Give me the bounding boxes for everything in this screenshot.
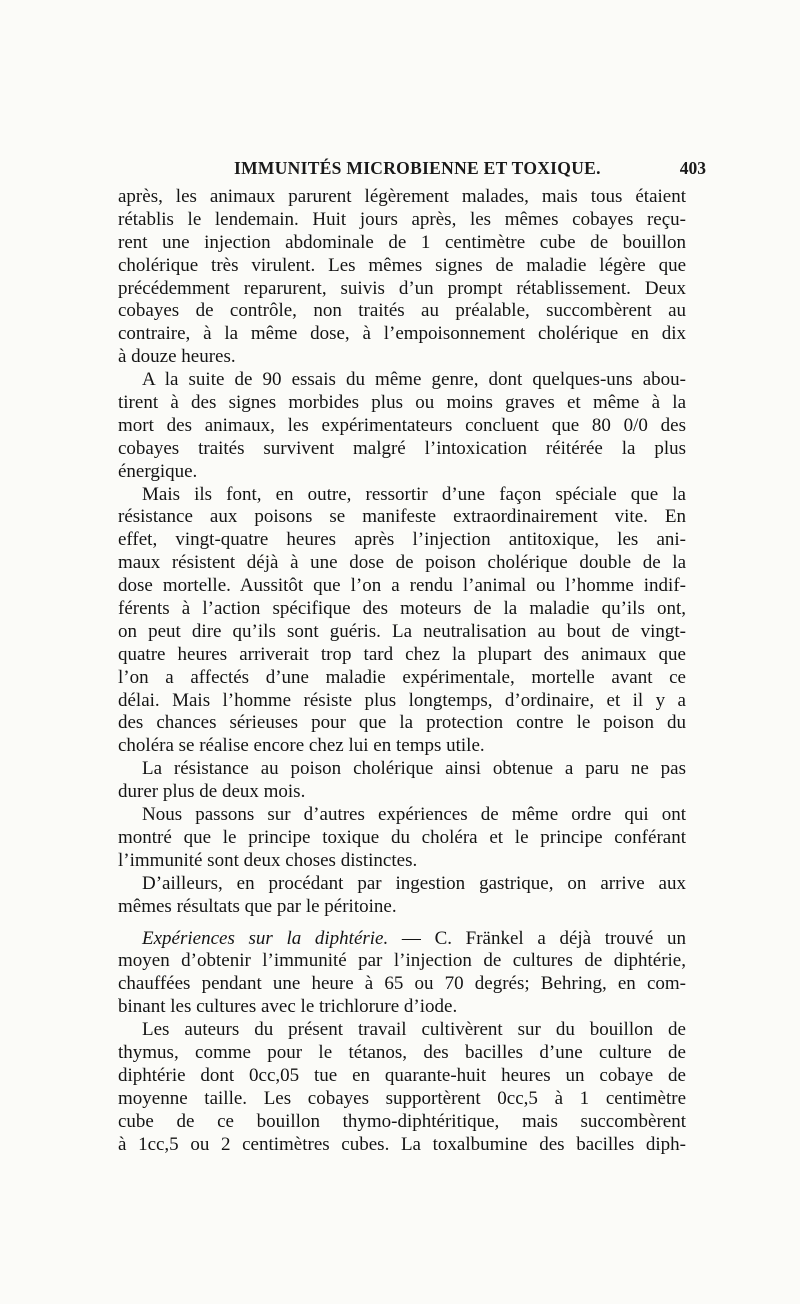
text-line: chauffées pendant une heure à 65 ou 70 degrés; Behring, en com- (118, 973, 686, 995)
text-line: Nous passons sur d’autres expériences de même ordre qui ont (142, 804, 686, 826)
text-line: durer plus de deux mois. (118, 781, 306, 803)
text-line: Les auteurs du présent travail cultivèrent sur du bouillon de (142, 1019, 686, 1041)
text-line: cobayes traités survivent malgré l’intoxication réitérée la plus (118, 437, 686, 459)
text-line: à douze heures. (118, 346, 236, 368)
text-line: moyen d’obtenir l’immunité par l’injection de cultures de diphtérie, (118, 950, 686, 972)
section-heading-line: Expériences sur la diphtérie. — C. Fränkel a déjà trouvé un (142, 927, 686, 949)
text-line: l’on a affectés d’une maladie expérimentale, mortelle avant ce (118, 666, 686, 688)
text-line: contraire, à la même dose, à l’empoisonnement cholérique en dix (118, 323, 686, 345)
page-number: 403 (679, 158, 706, 178)
text-line: moyenne taille. Les cobayes supportèrent 0cc,5 à 1 centimètre (118, 1087, 686, 1109)
text-line: maux résistent déjà à une dose de poison cholérique double de la (118, 552, 686, 574)
text-line: cholérique très virulent. Les mêmes signes de maladie légère que (118, 254, 686, 276)
text-line: cube de ce bouillon thymo-diphtéritique, mais succombèrent (118, 1110, 686, 1132)
page-header (116, 158, 706, 184)
text-line: des chances sérieuses pour que la protection contre le poison du (118, 712, 686, 734)
text-line: montré que le principe toxique du choléra et le principe conférant (118, 826, 686, 848)
text-line: délai. Mais l’homme résiste plus longtemps, d’ordinaire, et il y a (118, 689, 686, 711)
text-line: l’immunité sont deux choses distinctes. (118, 849, 418, 871)
text-line: précédemment reparurent, suivis d’un prompt rétablissement. Deux (118, 277, 686, 299)
text-line: binant les cultures avec le trichlorure d’iode. (118, 996, 458, 1018)
text-line: rent une injection abdominale de 1 centimètre cube de bouillon (118, 231, 686, 253)
text-line: tirent à des signes morbides plus ou moins graves et même à la (118, 392, 686, 414)
text-line: mort des animaux, les expérimentateurs concluent que 80 0/0 des (118, 414, 686, 436)
text-line: à 1cc,5 ou 2 centimètres cubes. La toxalbumine des bacilles diph- (118, 1133, 686, 1155)
body-text (118, 186, 686, 1156)
text-line: rétablis le lendemain. Huit jours après, les mêmes cobayes reçu- (118, 208, 686, 230)
text-line: cobayes de contrôle, non traités au préalable, succombèrent au (118, 300, 686, 322)
section-heading: Expériences sur la diphtérie. (142, 927, 389, 949)
text-line: on peut dire qu’ils sont guéris. La neutralisation au bout de vingt- (118, 620, 686, 642)
text-line: La résistance au poison cholérique ainsi obtenue a paru ne pas (142, 758, 686, 780)
text-line: après, les animaux parurent légèrement malades, mais tous étaient (118, 186, 686, 207)
text-line: D’ailleurs, en procédant par ingestion gastrique, on arrive aux (142, 872, 686, 894)
running-title: IMMUNITÉS MICROBIENNE ET TOXIQUE. (234, 158, 601, 178)
text-line: énergique. (118, 460, 198, 482)
text-line: mêmes résultats que par le péritoine. (118, 895, 397, 917)
text-line: thymus, comme pour le tétanos, des bacilles d’une culture de (118, 1041, 686, 1063)
section-gap (118, 919, 686, 928)
text-line: diphtérie dont 0cc,05 tue en quarante-huit heures un cobaye de (118, 1064, 686, 1086)
text-line: choléra se réalise encore chez lui en temps utile. (118, 735, 485, 757)
text-line: dose mortelle. Aussitôt que l’on a rendu l’animal ou l’homme indif- (118, 575, 686, 597)
text-line: férents à l’action spécifique des moteurs de la maladie qu’ils ont, (118, 598, 686, 620)
text-line: A la suite de 90 essais du même genre, dont quelques-uns abou- (142, 369, 686, 391)
text-line: Mais ils font, en outre, ressortir d’une façon spéciale que la (142, 483, 686, 505)
text-line: quatre heures arriverait trop tard chez la plupart des animaux que (118, 643, 686, 665)
text-line: résistance aux poisons se manifeste extraordinairement vite. En (118, 506, 686, 528)
text-line: effet, vingt-quatre heures après l’injection antitoxique, les ani- (118, 529, 686, 551)
